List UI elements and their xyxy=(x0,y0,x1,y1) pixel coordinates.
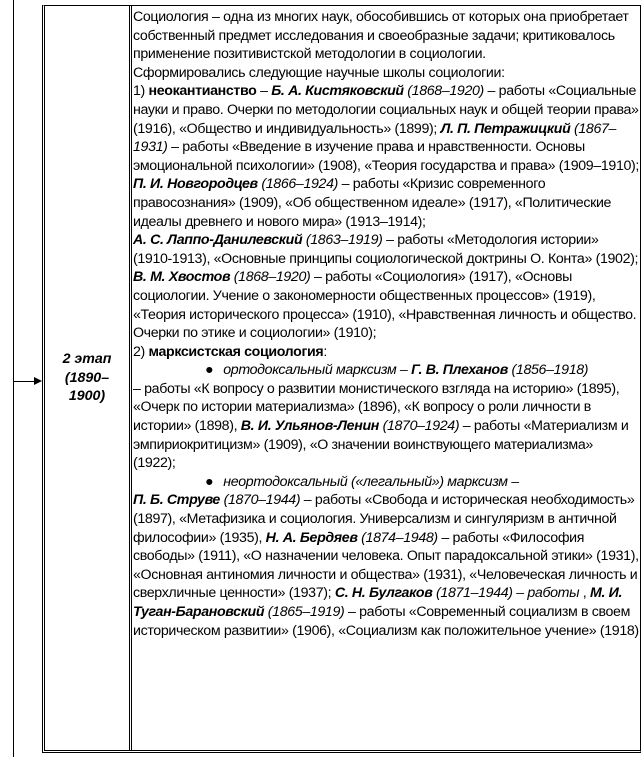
author-name: П. Б. Струве xyxy=(133,492,220,509)
dash: – xyxy=(256,83,272,100)
stage-description xyxy=(133,8,639,640)
author-works: – работы «Социальные науки и право. Очерки по методологии социальных наук и общей теории права» (1916), «Общество и индивидуальность» (1899); xyxy=(133,83,639,137)
author-works: – работы «Методология истории» (1910-1913), «Основные принципы социологической доктрины О. Конта» (1902); xyxy=(133,232,639,267)
bullet-icon: ● xyxy=(205,473,214,490)
author-works: – работы «Философия свободы» (1911), «О назначении человека. Опыт парадоксальной этики» (1931), «Основная антиномия личности и общества» (1931), «Человеческая личность и сверхличные ценности» (1937); xyxy=(133,529,639,602)
author-works: – работы «Современный социализм в своем историческом развитии» (1906), «Социализм как положительное учение» (1918) xyxy=(133,604,639,639)
separator: , xyxy=(579,585,590,602)
stage-label xyxy=(63,350,112,406)
subschool-label: неортодоксальный («легальный») марксизм – xyxy=(223,473,519,490)
author-works: – работы «Материализм и эмпириокритицизм» (1909), «О значении воинствующего материализма» (1922); xyxy=(133,418,629,472)
author-entry xyxy=(133,231,639,343)
author-name: А. С. Лаппо-Данилевский xyxy=(133,232,303,249)
author-name: Л. П. Петражицкий xyxy=(440,120,571,137)
school-number: 2) xyxy=(133,343,149,360)
timeline-line xyxy=(13,0,14,757)
arrow-right-icon xyxy=(34,377,42,385)
author-works: – работы «Кризис современного правосознания» (1909), «Об общественном идеале» (1917), «Политические идеалы древнего и нового мира» (1913–1914); xyxy=(133,176,612,230)
author-name: В. И. Ульянов-Ленин xyxy=(240,418,379,435)
intro-paragraph: Социология – одна из многих наук, обособившись от которых она приобретает собственный предмет исследования и своеобразные задачи; критиковалось применение позитивистской методологии в социологии. xyxy=(133,9,629,63)
author-name: Н. А. Бердяев xyxy=(265,529,358,546)
subschool-label: ортодоксальный марксизм – xyxy=(223,362,412,379)
author-years: (1866–1924) xyxy=(257,176,338,193)
stage-cell xyxy=(45,6,129,750)
colon: : xyxy=(323,343,327,360)
author-years: (1863–1919) xyxy=(302,232,383,249)
school-neokantianism xyxy=(133,82,639,175)
author-years: (1868–1920) xyxy=(403,83,484,100)
author-name: П. И. Новгородцев xyxy=(133,176,258,193)
author-years: (1865–1919) xyxy=(264,604,345,620)
bullet-icon: ● xyxy=(205,362,214,379)
author-years: (1870–1924) xyxy=(378,418,460,435)
school-name: марксистская социология xyxy=(148,343,324,360)
stage-period-start: (1890– xyxy=(64,369,110,386)
stage-title: 2 этап xyxy=(62,351,112,368)
author-years: (1856–1918) xyxy=(507,362,589,379)
cell-divider xyxy=(129,6,132,750)
author-works: – работы «Социология» (1917), «Основы социологии. Учение о закономерности общественных процессов» (1919), «Теория исторического процесса» (1910), «Нравственная личность и общество. Очерки по этике и социологии» (1910); xyxy=(133,269,637,342)
schools-intro: Сформировались следующие научные школы социологии: xyxy=(133,64,505,81)
subschool-legal xyxy=(133,473,639,640)
author-works: – работы «К вопросу о развитии монистического взгляда на историю» (1895), «Очерк по истории материализма» (1896), «К вопросу о роли личности в истории» (1898), xyxy=(133,380,620,435)
author-works: – работы «Введение в изучение права и нравственности. Основы эмоциональной психологии» (1908), «Теория государства и права» (1909–1910); xyxy=(133,139,640,174)
author-years: (1874–1948) xyxy=(357,529,438,546)
timeline-arrow-shaft xyxy=(13,381,35,382)
author-name: Г. В. Плеханов xyxy=(411,362,508,379)
author-name: Б. А. Кистяковский xyxy=(271,83,404,100)
author-years: (1868–1920) xyxy=(230,269,311,286)
author-years: (1867–1931) xyxy=(133,120,617,156)
author-works: – работы «Свобода и историческая необходимость» (1897), «Метафизика и социология. Универсализм и сингуляризм в античной философии» (1935), xyxy=(133,492,635,546)
school-marxism xyxy=(133,343,639,362)
author-name: С. Н. Булгаков xyxy=(334,585,433,602)
author-name: В. М. Хвостов xyxy=(133,269,231,286)
author-name: М. И. Туган-Барановский xyxy=(133,585,623,620)
author-years: (1870–1944) xyxy=(219,492,301,509)
author-years: (1871–1944) – работы xyxy=(432,585,580,602)
author-entry xyxy=(133,175,639,231)
school-number: 1) xyxy=(133,83,149,100)
stage-period-end: 1900) xyxy=(68,388,106,405)
subschool-orthodox xyxy=(133,361,639,473)
school-name: неокантианство xyxy=(148,83,257,100)
stage-table xyxy=(42,5,641,753)
